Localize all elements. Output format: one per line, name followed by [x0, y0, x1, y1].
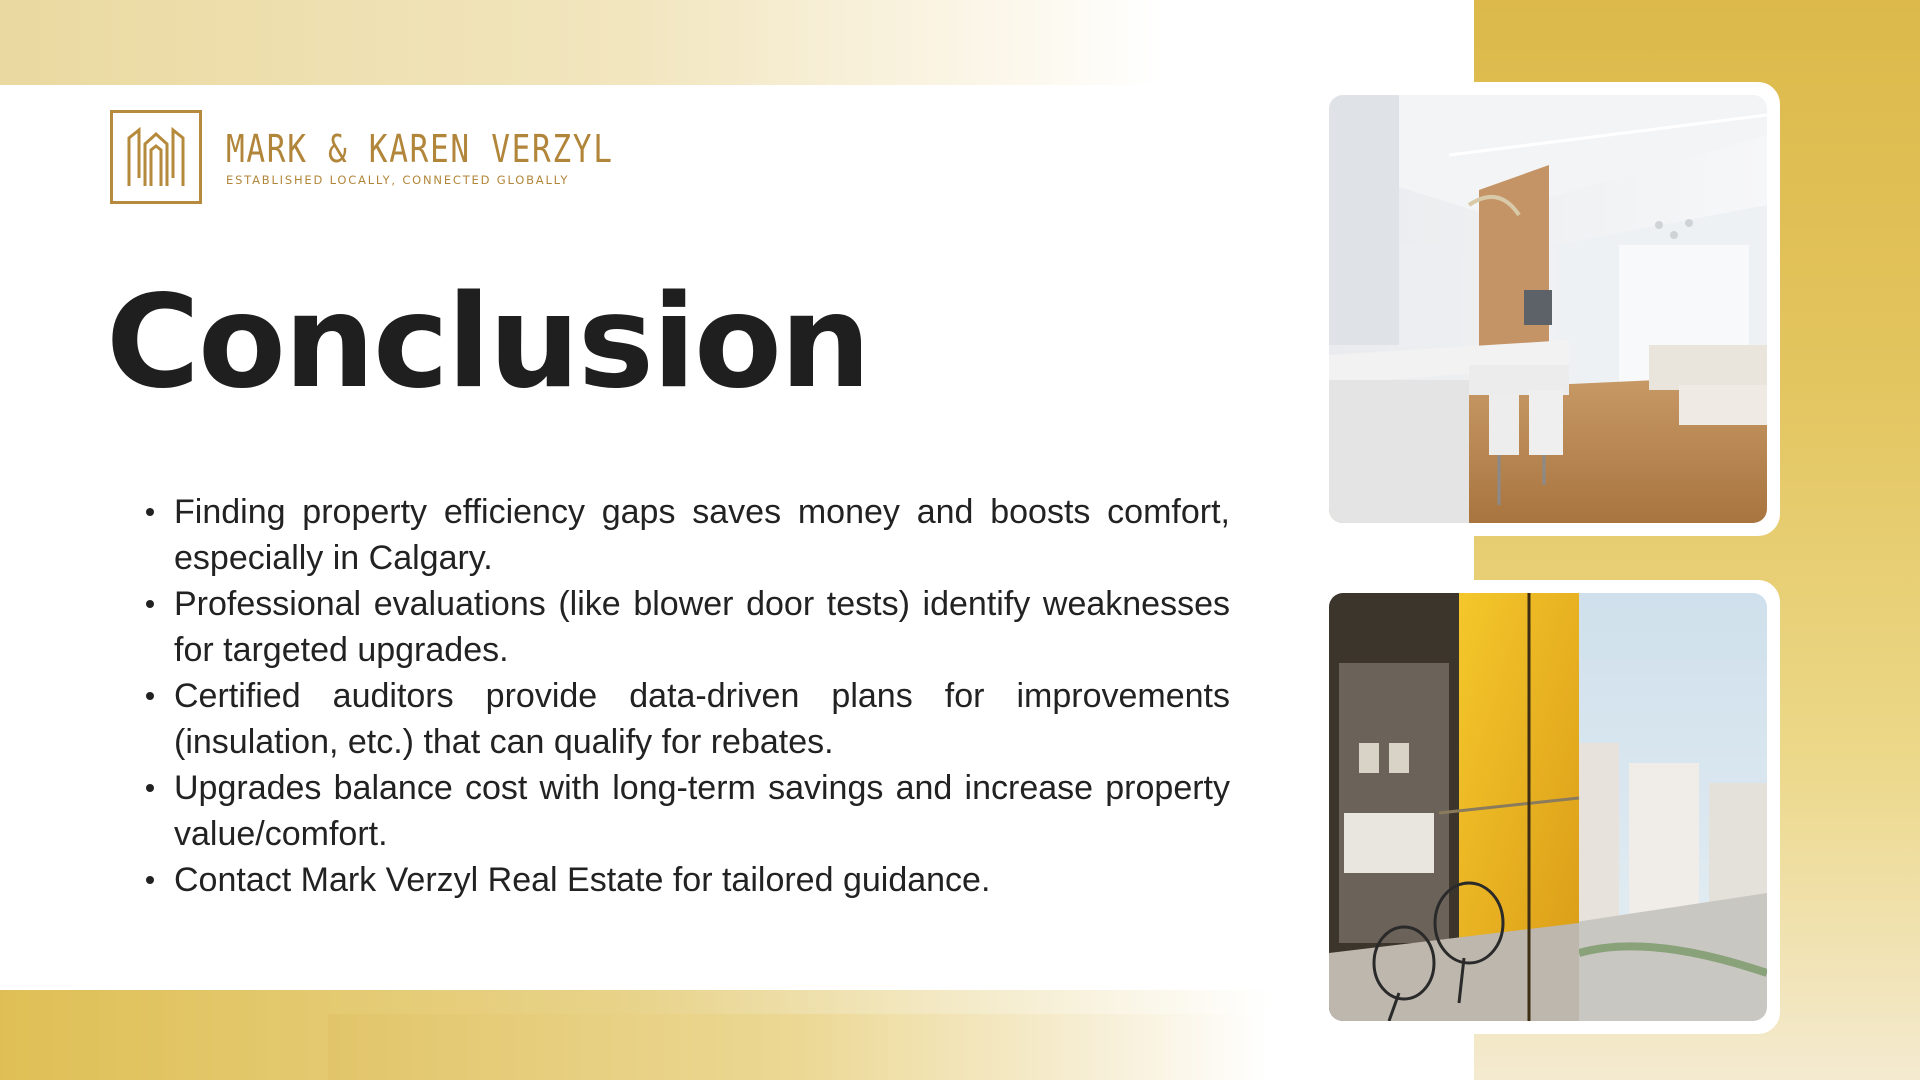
bullet-item: Contact Mark Verzyl Real Estate for tailored guidance.: [174, 857, 1230, 903]
bullet-item: Professional evaluations (like blower door tests) identify weaknesses for targeted upgrades.: [174, 581, 1230, 673]
conclusion-bullet-list: [174, 489, 1230, 903]
bullet-item: Upgrades balance cost with long-term savings and increase property value/comfort.: [174, 765, 1230, 857]
bottom-accent-band-inner: [328, 1014, 1268, 1080]
bullet-item: Finding property efficiency gaps saves money and boosts comfort, especially in Calgary.: [174, 489, 1230, 581]
page-title: Conclusion: [106, 268, 869, 417]
top-accent-band: [0, 0, 1160, 85]
balcony-photo-frame: [1316, 580, 1780, 1034]
interior-photo-frame: [1316, 82, 1780, 536]
logo-tagline: ESTABLISHED LOCALLY, CONNECTED GLOBALLY: [226, 173, 570, 187]
brand-logo: [110, 110, 699, 204]
bullet-item: Certified auditors provide data-driven plans for improvements (insulation, etc.) that can qualify for rebates.: [174, 673, 1230, 765]
interior-photo: [1329, 95, 1767, 523]
balcony-photo: [1329, 593, 1767, 1021]
logo-name: MARK & KAREN VERZYL: [226, 127, 614, 171]
logo-monogram-icon: [110, 110, 202, 204]
